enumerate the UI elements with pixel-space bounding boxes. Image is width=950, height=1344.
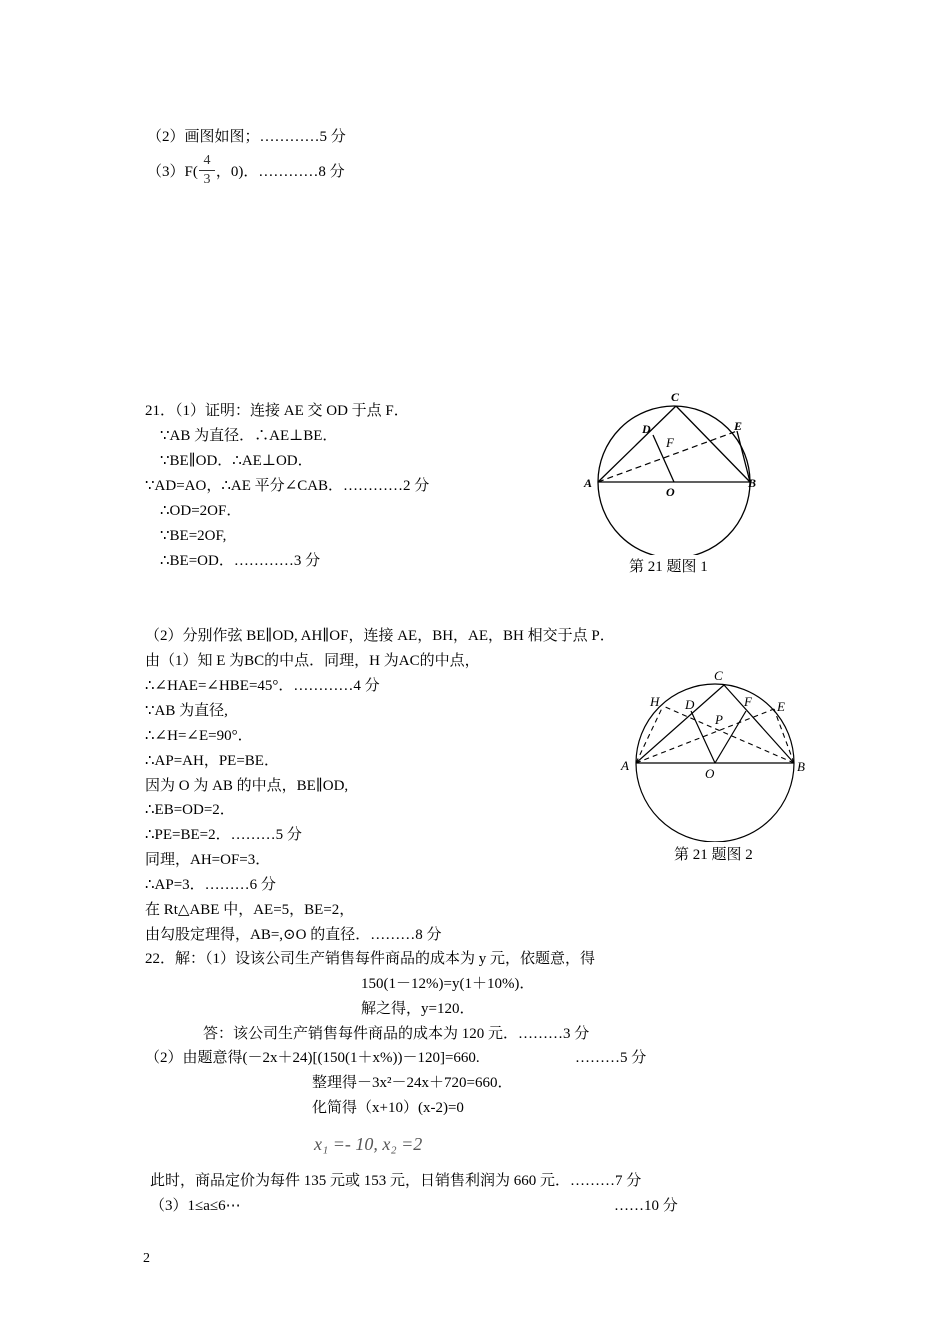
q21-p1-line-1: ∵AB 为直径．∴AE⊥BE． — [160, 428, 338, 444]
q20-line-2: （2）画图如图；…………5 分 — [147, 129, 346, 145]
q21-p2-line-0: （2）分别作弦 BE∥OD, AH∥OF，连接 AE，BH，AE，BH 相交于点 P． — [145, 628, 615, 644]
q22-line-9: 此时，商品定价为每件 135 元或 153 元，日销售利润为 660 元．………7 分 — [150, 1173, 642, 1189]
q22-line-2: 解之得，y=120． — [361, 1001, 475, 1017]
q22-line-0: 22．解：（1）设该公司生产销售每件商品的成本为 y 元，依题意，得 — [145, 951, 596, 967]
figure-21-1 — [580, 385, 770, 555]
fig2-dashed-bh — [663, 706, 794, 763]
q21-p1-line-5: ∵BE=2OF, — [160, 528, 227, 544]
fig2-dashed-be — [774, 709, 794, 763]
q21-p2-line-10: ∴AP=3．………6 分 — [145, 877, 276, 893]
q22-line-8-roots: x₁ =- 10, x₂ =2 — [314, 1134, 423, 1154]
q20-fraction-numerator: 4 — [203, 153, 211, 168]
q21-p2-line-2: ∴∠HAE=∠HBE=45°．…………4 分 — [145, 678, 380, 694]
q22-line-4-score: ………5 分 — [575, 1050, 647, 1066]
fig2-label-b: B — [797, 759, 805, 774]
fig1-label-e: E — [734, 419, 743, 433]
fig2-label-f: F — [744, 694, 752, 709]
fig2-label-d: D — [685, 697, 695, 712]
q21-p1-line-0: 21．（1）证明：连接 AE 交 OD 于点 F． — [145, 403, 409, 419]
q21-p2-line-3: ∵AB 为直径, — [145, 703, 228, 719]
fig1-label-c: C — [671, 390, 680, 404]
q21-p1-line-2: ∵BE∥OD．∴AE⊥OD． — [160, 453, 313, 469]
q21-p1-line-6: ∴BE=OD．…………3 分 — [160, 553, 321, 569]
q21-p2-line-12: 由勾股定理得，AB=,⊙O 的直径．………8 分 — [145, 927, 442, 943]
q21-p2-line-11: 在 Rt△ABE 中，AE=5，BE=2， — [145, 902, 355, 918]
fig1-label-a: A — [584, 476, 593, 490]
q22-line-10: （3）1≤a≤6⋯ — [150, 1198, 241, 1214]
q22-line-3: 答：该公司生产销售每件商品的成本为 120 元．………3 分 — [203, 1026, 590, 1042]
fig2-dashed-ah — [636, 706, 663, 763]
q20-line-3 — [147, 162, 345, 182]
q21-p1-line-4: ∴OD=2OF． — [160, 503, 242, 519]
fig2-label-a: A — [621, 758, 629, 773]
q21-p1-line-3: ∵AD=AO，∴AE 平分∠CAB．…………2 分 — [145, 478, 430, 494]
q20-line-3-suffix: ，0)．…………8 分 — [215, 164, 345, 180]
fig1-label-f: F — [666, 435, 674, 450]
figure-21-1-caption: 第 21 题图 1 — [629, 559, 708, 575]
q22-line-1: 150(1－12%)=y(1＋10%)． — [361, 976, 535, 992]
q22-line-7: 化简得（x+10）(x-2)=0 — [312, 1100, 464, 1116]
fig2-label-h: H — [650, 694, 660, 709]
q21-p2-line-6: 因为 O 为 AB 的中点，BE∥OD, — [145, 778, 349, 794]
page-number: 2 — [143, 1251, 150, 1266]
figure-21-2-caption: 第 21 题图 2 — [674, 847, 753, 863]
q21-p2-line-9: 同理，AH=OF=3． — [145, 852, 271, 868]
fig2-label-c: C — [714, 668, 723, 683]
figure-21-2 — [618, 664, 818, 842]
q21-p2-line-4: ∴∠H=∠E=90°． — [145, 728, 253, 744]
fig1-chord-be — [737, 431, 750, 482]
q21-p2-line-1: 由（1）知 E 为BC的中点．同理，H 为AC的中点， — [145, 653, 480, 669]
q20-fraction-denominator: 3 — [203, 172, 211, 187]
fig2-segment-od — [691, 711, 715, 763]
q21-p2-line-8: ∴PE=BE=2．………5 分 — [145, 827, 302, 843]
fig1-label-d: D — [642, 422, 651, 436]
fig1-label-o: O — [666, 485, 675, 499]
q20-fraction — [199, 153, 215, 188]
q22-line-6: 整理得－3x²－24x＋720=660． — [312, 1075, 513, 1091]
fig1-chord-ac — [598, 406, 676, 482]
fig2-label-e: E — [777, 699, 785, 714]
q20-line-3-prefix: （3）F( — [147, 164, 198, 180]
fig2-label-p: P — [715, 712, 723, 727]
q21-p2-line-7: ∴EB=OD=2． — [145, 802, 235, 818]
q22-line-4: （2）由题意得(－2x＋24)[(150(1＋x%))－120]=660. — [145, 1050, 480, 1066]
q22-line-10-score: ……10 分 — [614, 1198, 678, 1214]
fig2-label-o: O — [705, 766, 715, 781]
fig1-label-b: B — [748, 476, 757, 490]
q21-p2-line-5: ∴AP=AH，PE=BE． — [145, 753, 279, 769]
